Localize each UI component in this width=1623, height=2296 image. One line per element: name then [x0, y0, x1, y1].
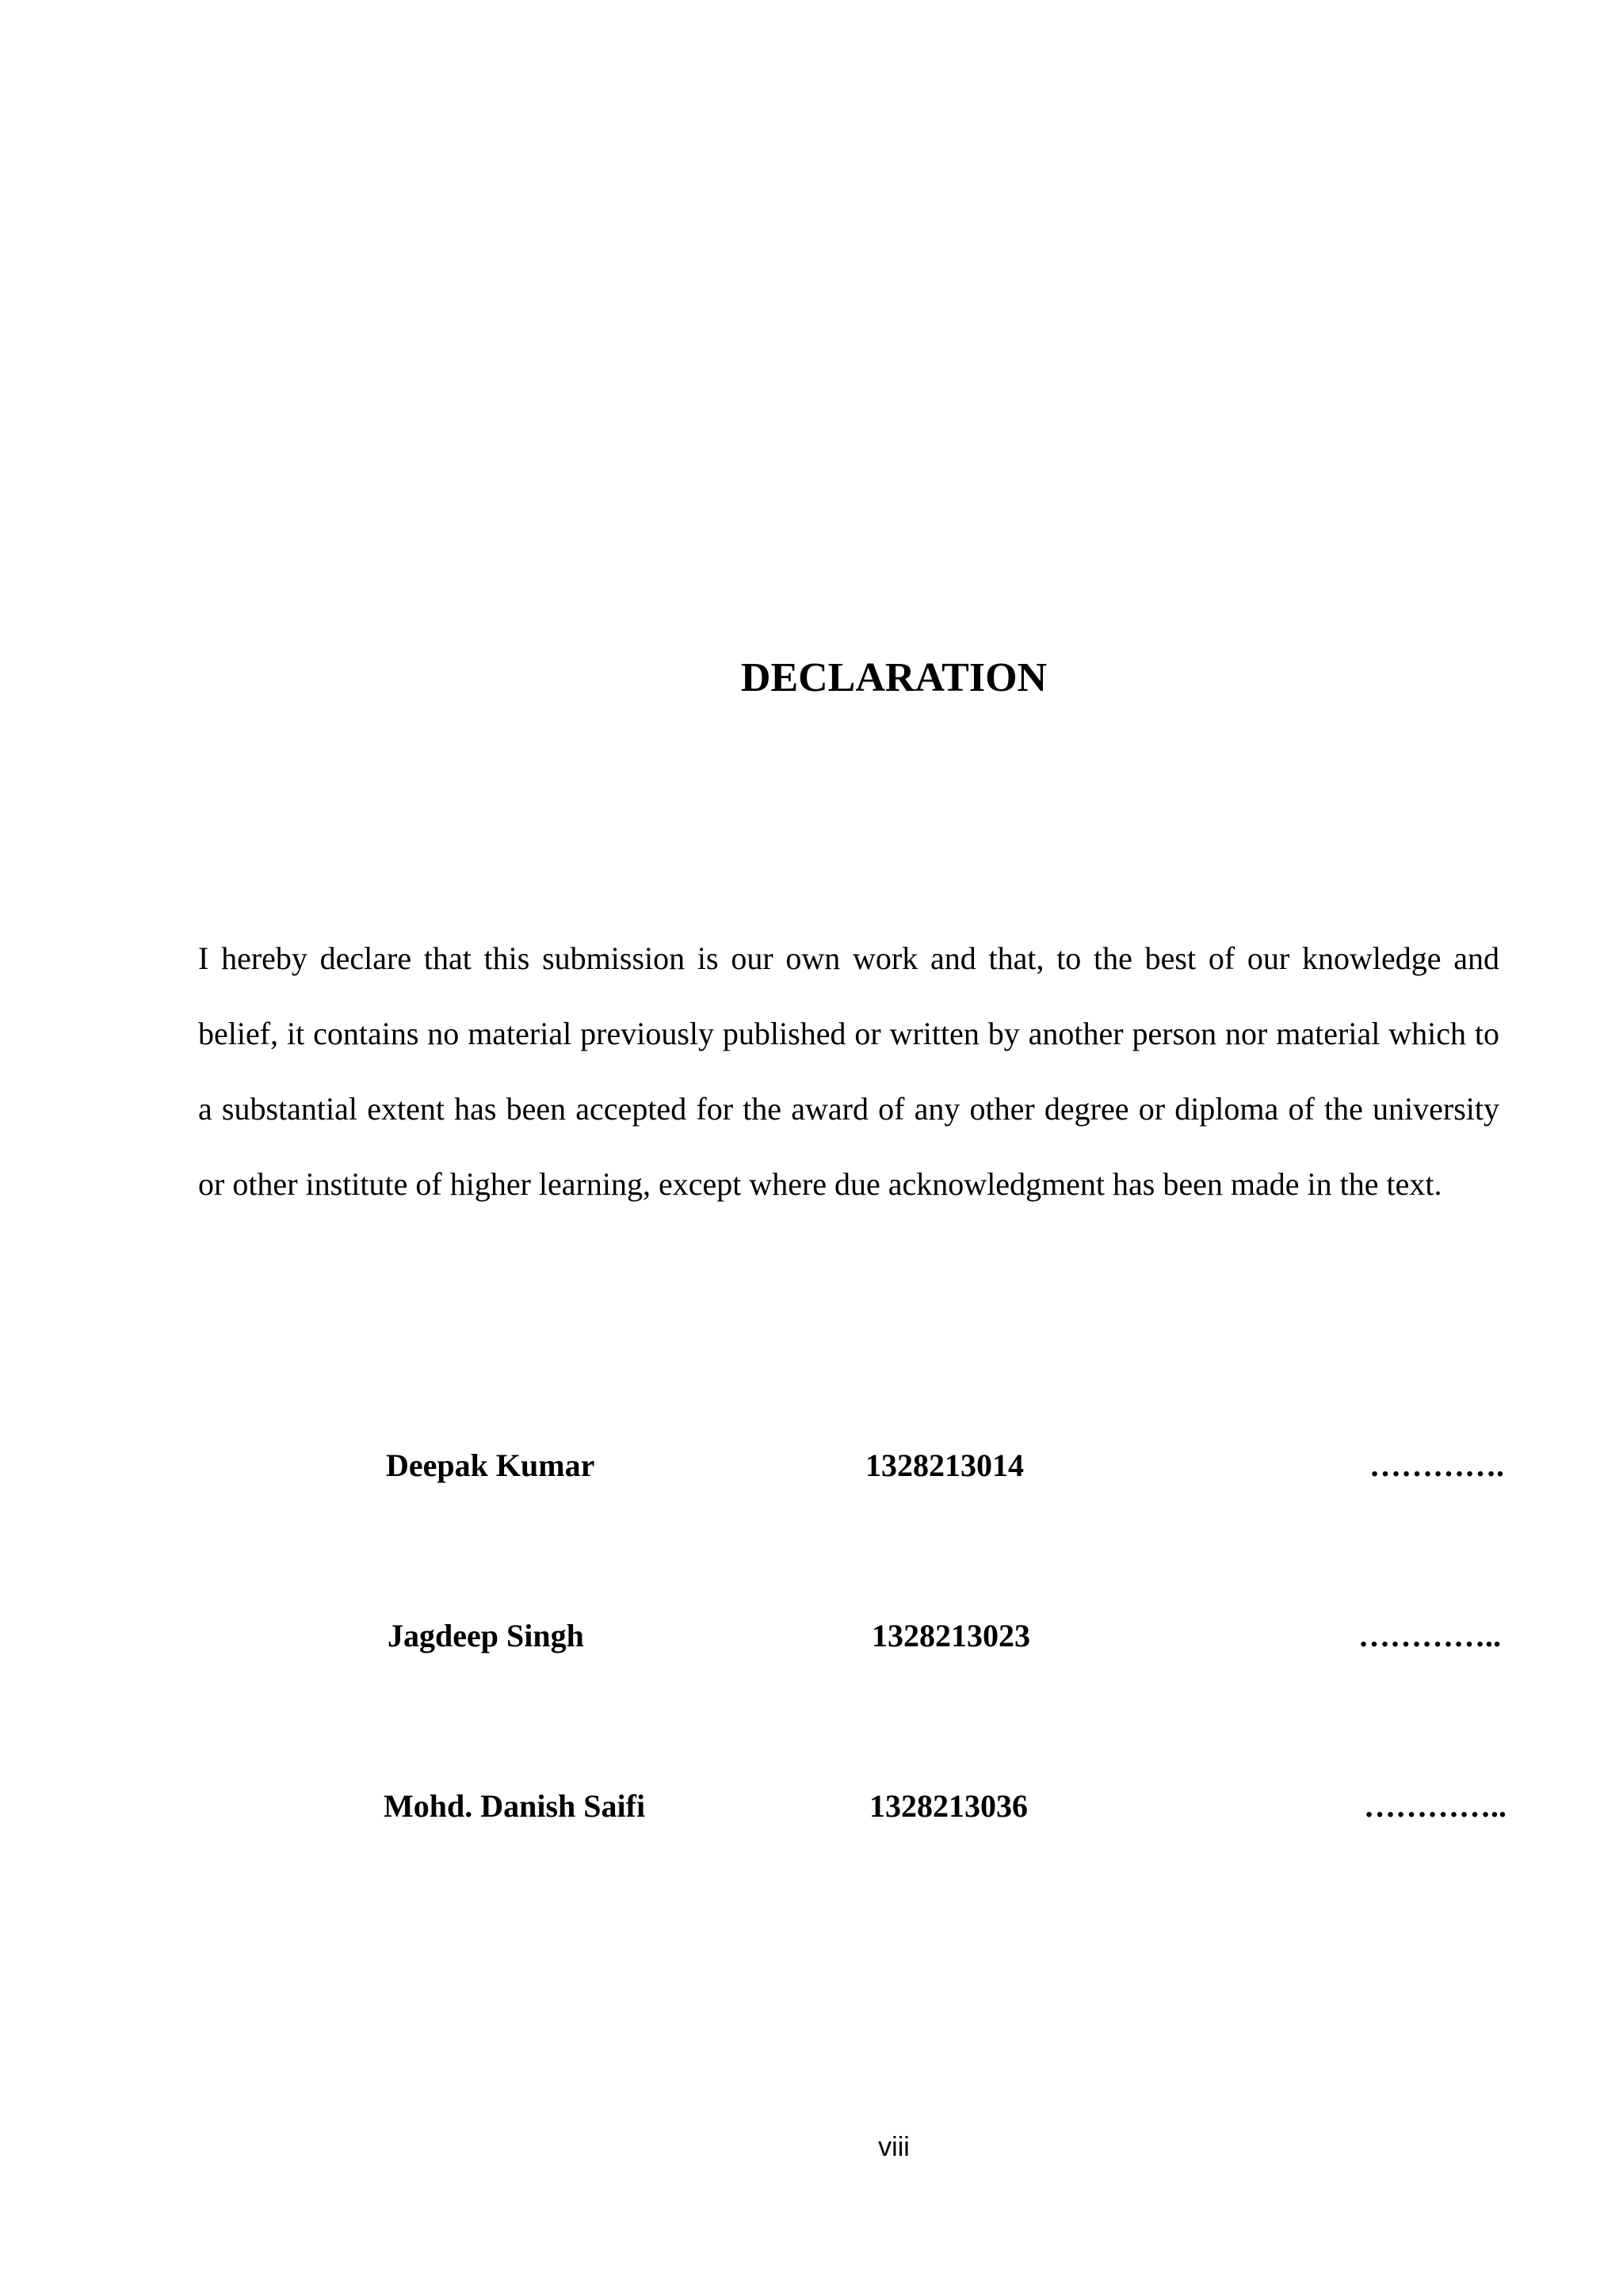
page-title: DECLARATION [740, 655, 1048, 700]
signatory-name: Mohd. Danish Saifi [384, 1788, 646, 1824]
declaration-text: I hereby declare that this submission is our own work and that, to the best of our knowledge and belief, it contains no material previously published or written by another person nor material which to a substantial extent has been accepted for the award of any other degree or diploma of the university or other institute of higher learning, except where due acknowledgment has been made in the text. [198, 940, 1499, 1202]
signatory-row [0, 1442, 1623, 1489]
signature-placeholder: …………. [1369, 1447, 1504, 1483]
signatory-name: Jagdeep Singh [388, 1618, 584, 1653]
signatory-roll-number: 1328213014 [865, 1447, 1024, 1483]
signatory-roll-number: 1328213036 [869, 1788, 1028, 1824]
signatory-row [0, 1612, 1623, 1660]
signature-placeholder: ………….. [1364, 1788, 1507, 1824]
signatory-name: Deepak Kumar [386, 1447, 595, 1483]
signatory-roll-number: 1328213023 [872, 1618, 1030, 1653]
page-number: viii [878, 2132, 910, 2162]
signatory-row [0, 1783, 1623, 1830]
signature-placeholder: ………….. [1358, 1618, 1501, 1653]
